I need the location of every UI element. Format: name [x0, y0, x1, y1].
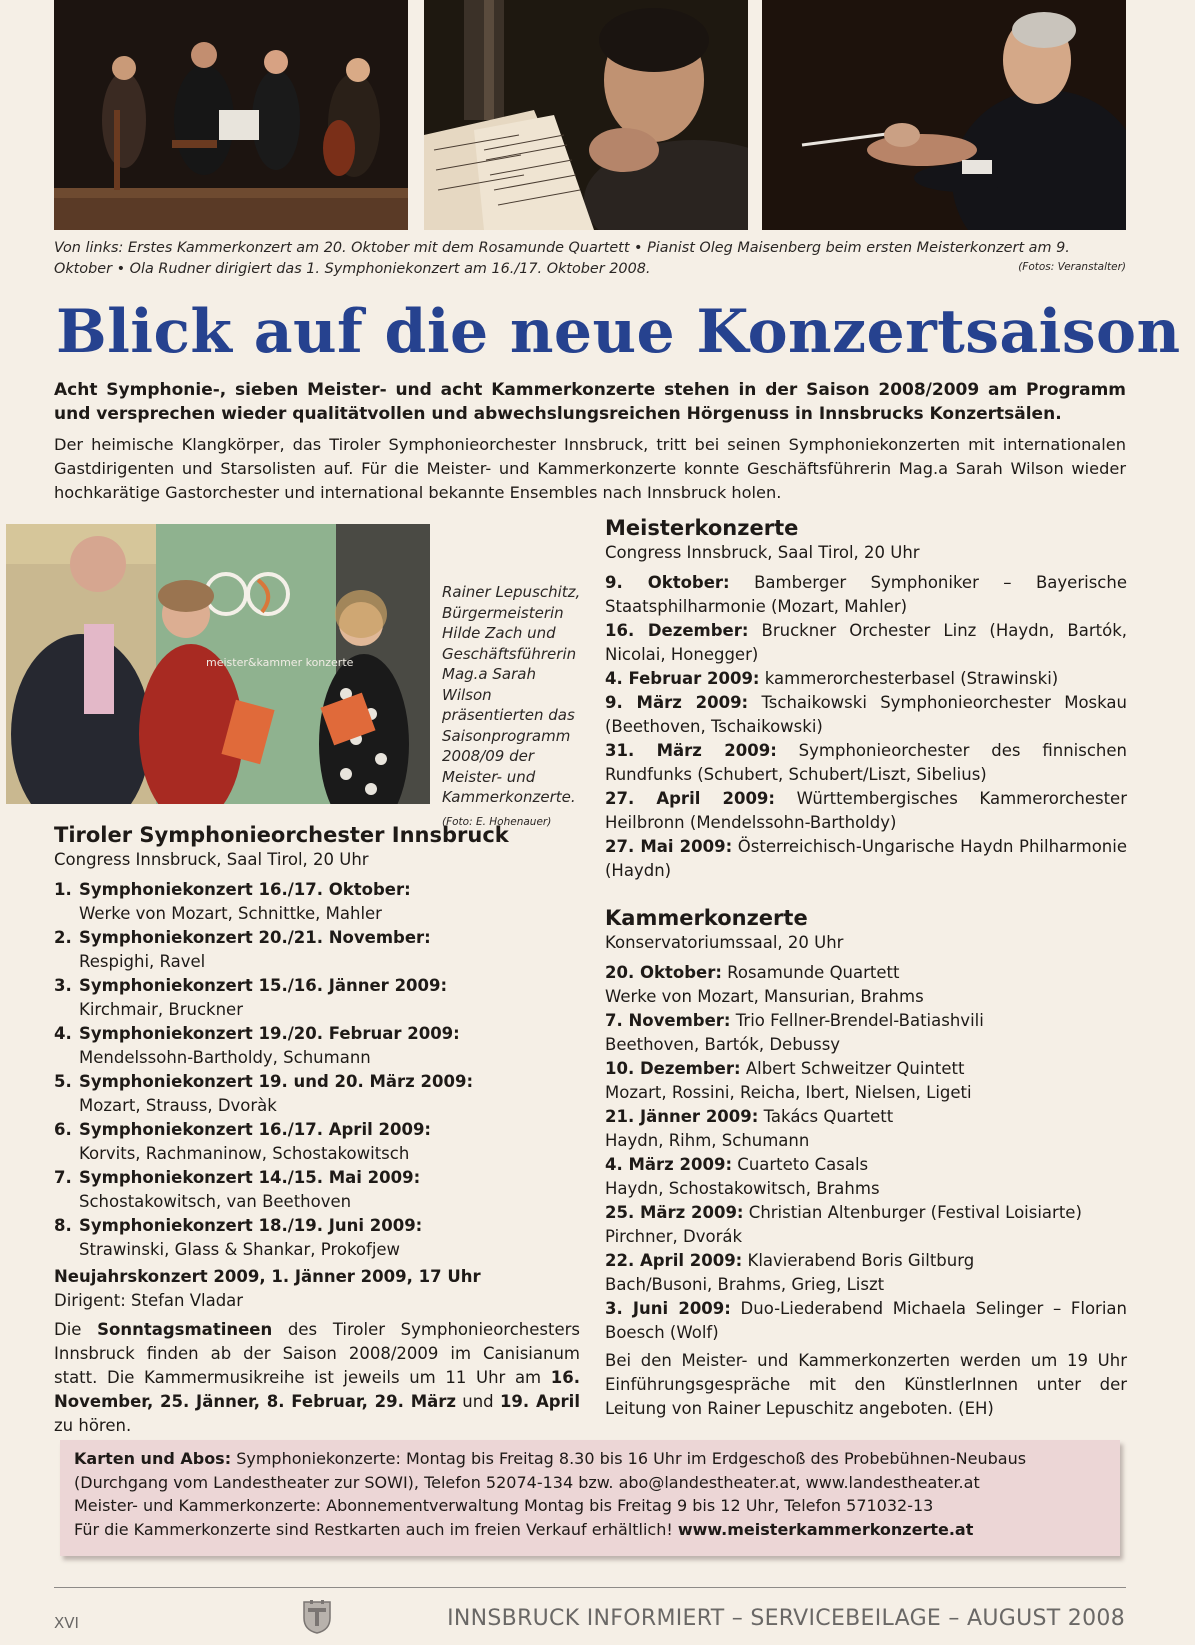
tso-concert-heading: Symphoniekonzert 16./17. Oktober:: [79, 880, 411, 899]
tickets-website-link[interactable]: www.meisterkammerkonzerte.at: [677, 1519, 974, 1539]
page-title: Blick auf die neue Konzertsaison: [56, 297, 1181, 367]
kammer-concert-works: Bach/Busoni, Brahms, Grieg, Liszt: [605, 1275, 885, 1294]
meister-concert-date: 9. März 2009:: [605, 693, 749, 712]
tso-concert-item: [54, 974, 580, 1022]
top-caption-credit: (Fotos: Veranstalter): [1018, 261, 1126, 273]
tso-concert-body: [79, 1118, 431, 1166]
matinee-paragraph: [54, 1318, 580, 1438]
kammer-concert-item: [605, 1057, 1127, 1105]
meister-concert-item: [605, 835, 1127, 883]
tso-concert-item: [54, 1070, 580, 1118]
banner-text: meister&kammer konzerte: [206, 656, 354, 669]
meister-concert-item: [605, 787, 1127, 835]
photo-presentation: [6, 524, 430, 804]
meister-concert-item: [605, 739, 1127, 787]
photo-pianist-maisenberg: [424, 0, 748, 230]
tso-concert-body: [79, 1214, 422, 1262]
tso-concert-heading: Symphoniekonzert 19. und 20. März 2009:: [79, 1072, 474, 1091]
tso-concert-works: Kirchmair, Bruckner: [79, 1000, 243, 1019]
tso-concert-number: 4.: [54, 1024, 72, 1043]
kammer-concert-works: Haydn, Schostakowitsch, Brahms: [605, 1179, 880, 1198]
tso-concert-body: [79, 1022, 460, 1070]
kammer-venue: Konservatoriumssaal, 20 Uhr: [605, 933, 844, 952]
kammer-title: Kammerkonzerte: [605, 906, 808, 930]
meister-concert-text: Württembergisches Kammerorchester Heilbronn (Mendelssohn-Bartholdy): [605, 789, 1127, 832]
tickets-text: [74, 1447, 1110, 1541]
tso-concert-heading: Symphoniekonzert 19./20. Februar 2009:: [79, 1024, 460, 1043]
kammer-concert-item: [605, 1201, 1127, 1249]
kammer-concert-text: Rosamunde Quartett: [721, 963, 900, 982]
tickets-label: Karten und Abos:: [74, 1449, 232, 1468]
presentation-caption-text: Rainer Lepuschitz, Bürgermeisterin Hilde Zach und Geschäftsführerin Mag.a Sarah Wilson präsentierten das Saisonprogramm 2008/09 der Meister- und Kammerkonzerte.: [442, 583, 581, 806]
tso-concert-body: [79, 1070, 473, 1118]
tickets-box: [60, 1440, 1120, 1556]
kammer-concert-item: [605, 1105, 1127, 1153]
meister-venue: Congress Innsbruck, Saal Tirol, 20 Uhr: [605, 543, 920, 562]
kammer-concert-text: Takács Quartett: [758, 1107, 894, 1126]
kammer-concert-date: 3. Juni 2009:: [605, 1299, 731, 1318]
intro-paragraph: Der heimische Klangkörper, das Tiroler Symphonieorchester Innsbruck, tritt bei seinen Symphoniekonzerten mit internationalen Gastdirigenten und Starsolisten auf. Für die Meister- und Kammerkonzerte konnte Geschäftsführerin Mag.a Sarah Wilson wieder hochkarätige Gastorchester und international bekannte Ensembles nach Innsbruck holen.: [54, 435, 1126, 502]
meister-concert-text: Tschaikowski Symphonieorchester Moskau (Beethoven, Tschaikowski): [605, 693, 1127, 736]
kammer-concert-text: Christian Altenburger (Festival Loisiarte): [743, 1203, 1082, 1222]
kammer-concert-item: [605, 1009, 1127, 1057]
page-number: XVI: [54, 1614, 79, 1632]
tso-concert-item: [54, 1022, 580, 1070]
neujahr-conductor: Dirigent: Stefan Vladar: [54, 1291, 244, 1310]
tso-concert-heading: Symphoniekonzert 16./17. April 2009:: [79, 1120, 432, 1139]
tso-concert-number: 6.: [54, 1120, 72, 1139]
kammer-concert-date: 22. April 2009:: [605, 1251, 743, 1270]
meister-concert-text: Symphonieorchester des finnischen Rundfunks (Schubert, Schubert/Liszt, Sibelius): [605, 741, 1127, 784]
tso-concert-item: [54, 878, 580, 926]
matinee-bold-2: 16. November, 25. Jänner, 8. Februar, 29. März: [54, 1368, 580, 1411]
photo-rosamunde-quartett: [54, 0, 408, 230]
tso-concert-item: [54, 926, 580, 974]
meister-concert-item: [605, 667, 1127, 691]
tso-concert-number: 3.: [54, 976, 72, 995]
meister-concert-item: [605, 619, 1127, 667]
kammer-concert-text: Cuarteto Casals: [732, 1155, 869, 1174]
tso-concert-number: 2.: [54, 928, 72, 947]
tso-title: Tiroler Symphonieorchester Innsbruck: [54, 823, 509, 847]
meister-concert-date: 27. Mai 2009:: [605, 837, 733, 856]
matinee-text-1: Die: [54, 1320, 98, 1339]
tso-concert-works: Respighi, Ravel: [79, 952, 206, 971]
kammer-concert-text: Duo-Liederabend Michaela Selinger – Florian Boesch (Wolf): [605, 1299, 1127, 1342]
tso-concert-item: [54, 1214, 580, 1262]
meister-concert-date: 31. März 2009:: [605, 741, 777, 760]
kammer-concert-date: 25. März 2009:: [605, 1203, 744, 1222]
tso-venue: Congress Innsbruck, Saal Tirol, 20 Uhr: [54, 850, 369, 869]
kammer-note: Bei den Meister- und Kammerkonzerten werden um 19 Uhr Einführungsgespräche mit den KünstlerInnen unter der Leitung von Rainer Lepuschitz angeboten. (EH): [605, 1351, 1127, 1418]
lead-paragraph: Acht Symphonie-, sieben Meister- und acht Kammerkonzerte stehen in der Saison 2008/2009 am Programm und versprechen wieder qualitätvollen und abwechslungsreichen Hörgenuss in Innsbrucks Konzertsälen.: [54, 380, 1126, 424]
photo-conductor-rudner: [762, 0, 1126, 230]
kammer-concert-works: Haydn, Rihm, Schumann: [605, 1131, 810, 1150]
matinee-bold-3: 19. April: [499, 1392, 580, 1411]
meister-concert-date: 27. April 2009:: [605, 789, 776, 808]
kammer-concert-date: 20. Oktober:: [605, 963, 722, 982]
kammer-concert-list: [605, 961, 1127, 1345]
kammer-concert-item: [605, 1297, 1127, 1345]
publication-title: INNSBRUCK INFORMIERT – SERVICEBEILAGE – AUGUST 2008: [447, 1606, 1125, 1631]
kammer-concert-date: 4. März 2009:: [605, 1155, 733, 1174]
tso-concert-works: Schostakowitsch, van Beethoven: [79, 1192, 352, 1211]
tso-concert-number: 1.: [54, 880, 72, 899]
meister-concert-date: 16. Dezember:: [605, 621, 749, 640]
tso-concert-works: Korvits, Rachmaninow, Schostakowitsch: [79, 1144, 410, 1163]
tso-concert-number: 5.: [54, 1072, 72, 1091]
matinee-text-3: und: [455, 1392, 500, 1411]
tso-concert-number: 7.: [54, 1168, 72, 1187]
tso-concert-item: [54, 1118, 580, 1166]
tso-concert-heading: Symphoniekonzert 20./21. November:: [79, 928, 431, 947]
tso-concert-list: [54, 878, 580, 1262]
kammer-concert-text: Klavierabend Boris Giltburg: [742, 1251, 975, 1270]
tickets-line-2: Meister- und Kammerkonzerte: Abonnementverwaltung Montag bis Freitag 9 bis 12 Uhr, Telefon 571032-13: [74, 1496, 934, 1515]
tso-concert-body: [79, 926, 431, 974]
footer-divider: [54, 1587, 1126, 1588]
tickets-line-3: Für die Kammerkonzerte sind Restkarten auch im freien Verkauf erhältlich!: [74, 1519, 678, 1539]
top-caption-text: Von links: Erstes Kammerkonzert am 20. Oktober mit dem Rosamunde Quartett • Pianist Oleg Maisenberg beim ersten Meisterkonzert am 9. Oktober • Ola Rudner dirigiert das 1. Symphoniekonzert am 16./17. Oktober 2008.: [54, 240, 1070, 277]
kammer-concert-works: Mozart, Rossini, Reicha, Ibert, Nielsen, Ligeti: [605, 1083, 972, 1102]
meister-concert-date: 4. Februar 2009:: [605, 669, 760, 688]
meister-concert-list: [605, 571, 1127, 883]
tso-concert-heading: Symphoniekonzert 18./19. Juni 2009:: [79, 1216, 423, 1235]
meister-concert-text: Bruckner Orchester Linz (Haydn, Bartók, Nicolai, Honegger): [605, 621, 1128, 664]
presentation-photo-caption: [442, 582, 590, 832]
tso-concert-works: Mendelssohn-Bartholdy, Schumann: [79, 1048, 371, 1067]
tso-concert-body: [79, 1166, 420, 1214]
matinee-bold-1: Sonntagsmatineen: [97, 1320, 273, 1339]
meister-title: Meisterkonzerte: [605, 516, 799, 540]
tso-concert-works: Mozart, Strauss, Dvoràk: [79, 1096, 277, 1115]
tso-concert-works: Strawinski, Glass & Shankar, Prokofjew: [79, 1240, 401, 1259]
kammer-concert-works: Pirchner, Dvorák: [605, 1227, 743, 1246]
kammer-concert-date: 21. Jänner 2009:: [605, 1107, 759, 1126]
kammer-concert-text: Trio Fellner-Brendel-Batiashvili: [730, 1011, 984, 1030]
tso-concert-heading: Symphoniekonzert 15./16. Jänner 2009:: [79, 976, 448, 995]
meister-concert-item: [605, 691, 1127, 739]
meister-concert-text: kammerorchesterbasel (Strawinski): [759, 669, 1059, 688]
tso-concert-item: [54, 1166, 580, 1214]
neujahr-block: [54, 1265, 580, 1313]
top-photo-caption: [54, 238, 1126, 280]
meister-concert-item: [605, 571, 1127, 619]
presentation-caption-credit: (Foto: E. Hohenauer): [442, 815, 552, 828]
tso-concert-body: [79, 878, 411, 926]
tso-concert-number: 8.: [54, 1216, 72, 1235]
kammer-concert-item: [605, 1249, 1127, 1297]
tso-concert-heading: Symphoniekonzert 14./15. Mai 2009:: [79, 1168, 421, 1187]
matinee-text-4: zu hören.: [54, 1416, 132, 1435]
tso-section: [54, 822, 580, 1438]
tso-concert-body: [79, 974, 447, 1022]
meister-concert-text: Bamberger Symphoniker – Bayerische Staatsphilharmonie (Mozart, Mahler): [605, 573, 1127, 616]
neujahr-heading: Neujahrskonzert 2009, 1. Jänner 2009, 17 Uhr: [54, 1267, 481, 1286]
right-column: [605, 515, 1127, 1421]
kammer-concert-date: 7. November:: [605, 1011, 731, 1030]
kammer-concert-date: 10. Dezember:: [605, 1059, 741, 1078]
kammer-concert-works: Werke von Mozart, Mansurian, Brahms: [605, 987, 924, 1006]
kammer-concert-works: Beethoven, Bartók, Debussy: [605, 1035, 841, 1054]
kammer-concert-text: Albert Schweitzer Quintett: [740, 1059, 965, 1078]
tso-concert-works: Werke von Mozart, Schnittke, Mahler: [79, 904, 382, 923]
kammer-concert-item: [605, 1153, 1127, 1201]
city-crest-icon: [302, 1598, 332, 1634]
kammer-concert-item: [605, 961, 1127, 1009]
matinee-text-2: des Tiroler Symphonieorchesters Innsbruck finden ab der Saison 2008/2009 im Canisianum statt. Die Kammermusikreihe ist jeweils um 11 Uhr am: [54, 1320, 580, 1387]
tickets-line-1: Symphoniekonzerte: Montag bis Freitag 8.30 bis 16 Uhr im Erdgeschoß des Probebühnen-Neubaus (Durchgang vom Landestheater zur SOWI), Telefon 52074-134 bzw. abo@landestheater.at, www.landestheater.at: [74, 1449, 1027, 1492]
meister-concert-date: 9. Oktober:: [605, 573, 730, 592]
meister-concert-text: Österreichisch-Ungarische Haydn Philharmonie (Haydn): [605, 837, 1128, 880]
